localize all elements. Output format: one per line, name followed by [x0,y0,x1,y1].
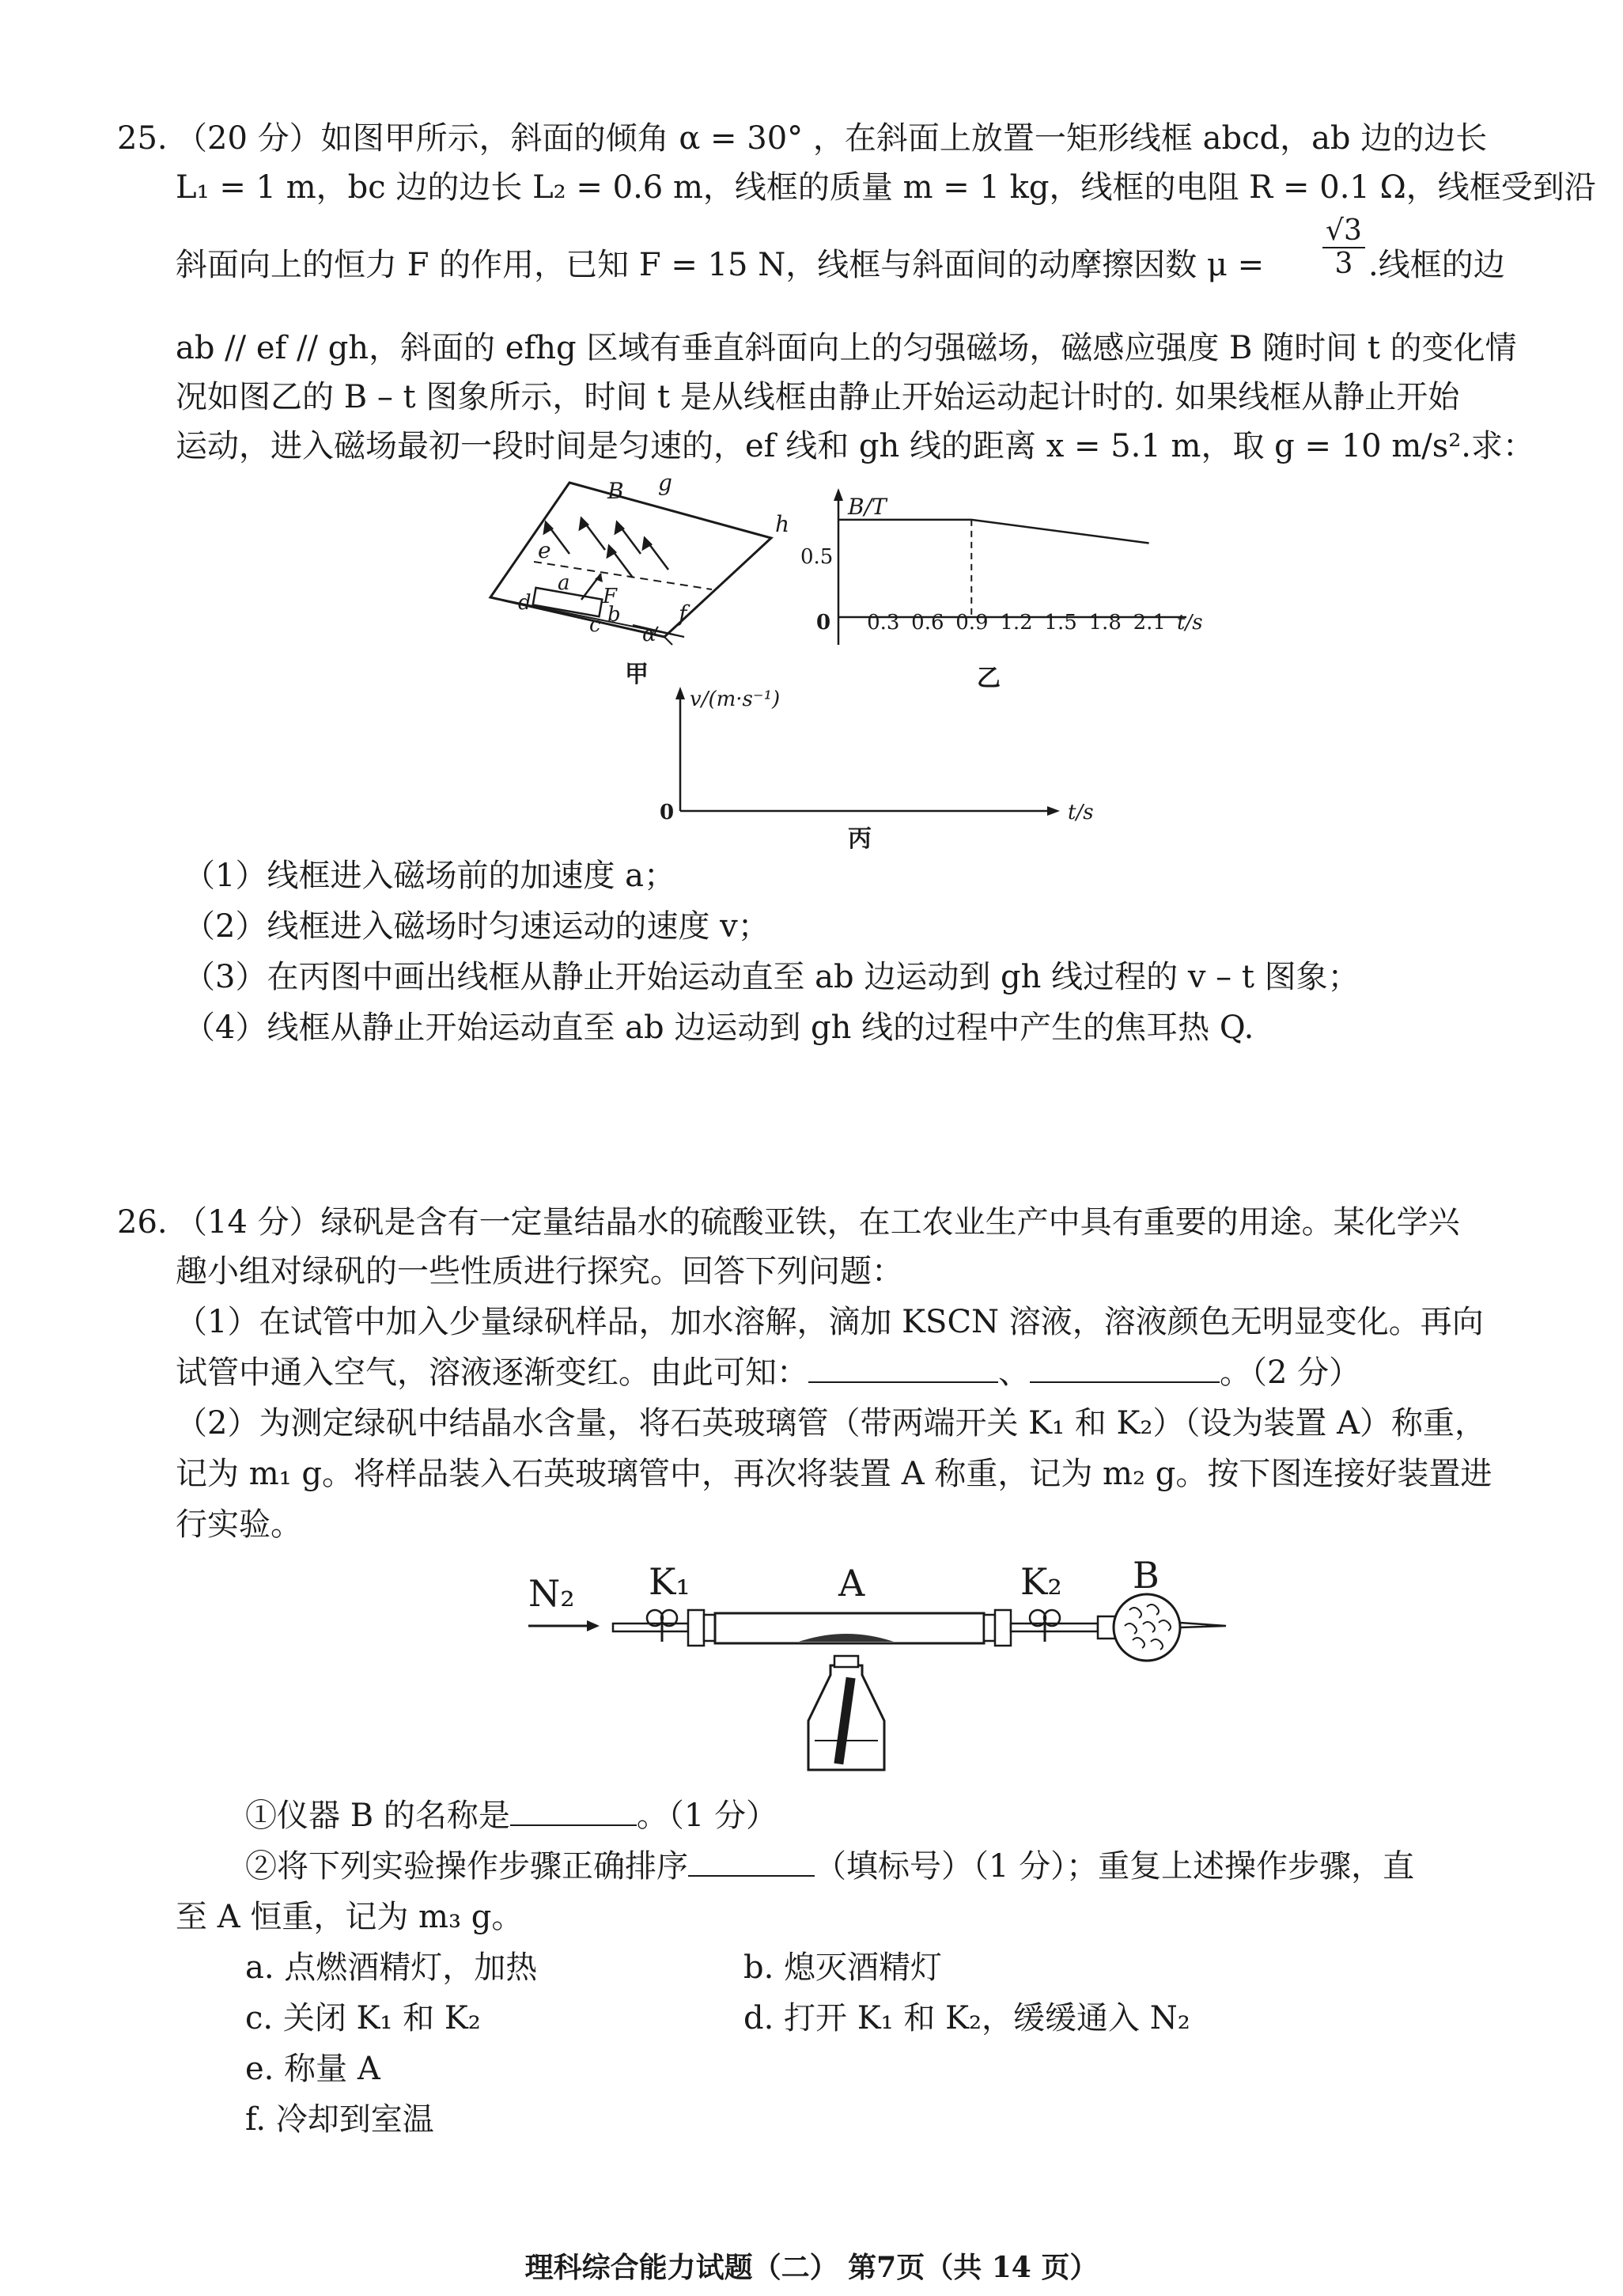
option-c: c. 关闭 K₁ 和 K₂ [245,2000,481,2036]
mu-numerator: √3 [1322,215,1365,248]
q26-ii [245,1847,1414,1886]
option-d: d. 打开 K₁ 和 K₂，缓缓通入 N₂ [743,2000,1190,2036]
figure-jia [475,475,807,696]
q26-line-3: （1）在试管中加入少量绿矾样品，加水溶解，滴加 KSCN 溶液，溶液颜色无明显变化。再向 [176,1304,1484,1340]
answer-blank-4[interactable] [688,1847,815,1877]
apparatus-figure [514,1547,1242,1784]
figure-bing [649,680,1107,851]
answer-blank-2[interactable] [1030,1353,1220,1383]
label-d: d [518,591,532,615]
q26-line-1: （14 分）绿矾是含有一定量结晶水的硫酸亚铁，在工农业生产中具有重要的用途。某化学兴 [176,1204,1460,1241]
right-collar [984,1615,995,1641]
label-a: A [838,1562,865,1605]
label-F: F [603,585,618,608]
label-b: b [607,603,621,627]
q25-line-3: 斜面向上的恒力 F 的作用，已知 F = 15 N，线框与斜面间的动摩擦因数 μ = [176,247,1265,283]
q26-line-4-end: 。（2 分） [1220,1354,1361,1391]
q26-ii-cont: 至 A 恒重，记为 m₃ g。 [176,1899,524,1935]
q25-sub-1: （1）线框进入磁场前的加速度 a； [183,858,676,894]
yi-xtick-label: 1.5 [1044,611,1077,635]
bing-y-arrow [675,687,685,699]
q26-line-6: 记为 m₁ g。将样品装入石英玻璃管中，再次将装置 A 称重，记为 m₂ g。按下图连接好装置进 [176,1456,1492,1492]
label-h: h [775,511,790,537]
q25-line-1: （20 分）如图甲所示，斜面的倾角 α = 30° ，在斜面上放置一矩形线框 abcd，ab 边的边长 [176,120,1488,157]
yi-xtick-group [867,611,1166,635]
q26-line-4-text: 试管中通入空气，溶液逐渐变红。由此可知： [176,1354,808,1391]
yi-xtick-label: 1.2 [1000,611,1033,635]
option-b: b. 熄灭酒精灯 [743,1949,943,1986]
label-n2: N₂ [528,1572,575,1615]
left-stopper [688,1610,704,1646]
option-f: f. 冷却到室温 [245,2101,434,2138]
label-g: g [658,475,672,496]
incline-surface [490,483,771,637]
q26-line-7: 行实验。 [176,1506,302,1543]
yi-ytick-0.5: 0.5 [800,545,834,569]
yi-series-line [838,520,1149,544]
q26-i [245,1796,777,1836]
yi-xlabel: t/s [1177,611,1203,635]
q26-line-4 [176,1353,1360,1392]
answer-blank-1[interactable] [808,1353,998,1383]
yi-ylabel: B/T [848,494,887,520]
caption-yi: 乙 [977,665,1001,692]
label-a: a [558,571,570,595]
q26-number: 26. [117,1204,168,1241]
label-e: e [538,537,551,563]
field-arrows [544,518,668,578]
q25-line-2: L₁ = 1 m，bc 边的边长 L₂ = 0.6 m，线框的质量 m = 1 kg，线框的电阻 R = 0.1 Ω，线框受到沿 [176,169,1596,206]
mu-fraction [1322,215,1365,280]
yi-xtick-label: 0.9 [955,611,989,635]
option-e: e. 称量 A [245,2051,380,2087]
yi-xtick-label: 0.6 [911,611,944,635]
bing-ylabel: v/(m·s⁻¹) [690,688,781,711]
caption-jia: 甲 [625,661,649,688]
page-footer: 理科综合能力试题（二） 第7页（共 14 页） [524,2251,1099,2284]
caption-bing: 丙 [848,825,872,851]
q26-i-text: ①仪器 B 的名称是 [245,1798,510,1834]
lamp-cap [834,1656,858,1667]
yi-series-group [838,520,1149,617]
yi-xtick-label: 0.3 [867,611,900,635]
figure-yi [799,479,1226,692]
q26-line-2: 趣小组对绿矾的一些性质进行探究。回答下列问题： [176,1253,903,1290]
right-stopper [995,1610,1011,1646]
q25-sub-4: （4）线框从静止开始运动直至 ab 边运动到 gh 线的过程中产生的焦耳热 Q. [183,1010,1254,1046]
label-c: c [589,613,601,637]
q26-ii-end: （填标号）（1 分）；重复上述操作步骤，直 [815,1848,1415,1885]
q25-line-5: 况如图乙的 B – t 图象所示，时间 t 是从线框由静止开始运动起计时的. 如果线框从静止开始 [176,379,1460,415]
label-alpha: α [642,623,656,646]
q26-line-5: （2）为测定绿矾中结晶水含量，将石英玻璃管（带两端开关 K₁ 和 K₂）（设为装置 A）称重， [176,1405,1487,1442]
yi-y-arrow [834,488,843,501]
label-k1: K₁ [649,1560,690,1603]
label-B: B [607,478,624,504]
bing-xlabel: t/s [1068,801,1094,824]
drying-tube-B-tip [1180,1623,1226,1627]
left-collar [704,1615,715,1641]
label-b: B [1133,1554,1160,1597]
yi-xtick-label: 1.8 [1088,611,1122,635]
q25-line-3b: .线框的边 [1368,247,1505,283]
q25-sub-3: （3）在丙图中画出线框从静止开始运动直至 ab 边运动到 gh 线过程的 v – t 图象； [183,959,1360,995]
answer-blank-3[interactable] [510,1796,637,1826]
q26-ii-text: ②将下列实验操作步骤正确排序 [245,1848,688,1885]
bing-x-arrow [1047,806,1060,816]
yi-xtick-label: 2.1 [1133,611,1166,635]
mu-denominator: 3 [1334,248,1353,280]
q25-line-4: ab // ef // gh，斜面的 efhg 区域有垂直斜面向上的匀强磁场，磁感应强度 B 随时间 t 的变化情 [176,330,1517,366]
label-k2: K₂ [1020,1560,1062,1603]
q25-sub-2: （2）线框进入磁场时匀速运动的速度 v； [183,908,770,945]
q25-number: 25. [117,120,168,157]
yi-origin: 0 [816,611,831,635]
n2-arrowhead [587,1620,600,1631]
bing-origin: 0 [660,801,675,824]
incline-edge [664,637,672,645]
q25-line-6: 运动，进入磁场最初一段时间是匀速的，ef 线和 gh 线的距离 x = 5.1 m，取 g = 10 m/s².求： [176,428,1535,464]
q26-sep: 、 [998,1354,1030,1391]
q26-i-end: 。（1 分） [636,1798,777,1834]
label-f: f [679,601,687,627]
option-a: a. 点燃酒精灯，加热 [245,1949,538,1986]
